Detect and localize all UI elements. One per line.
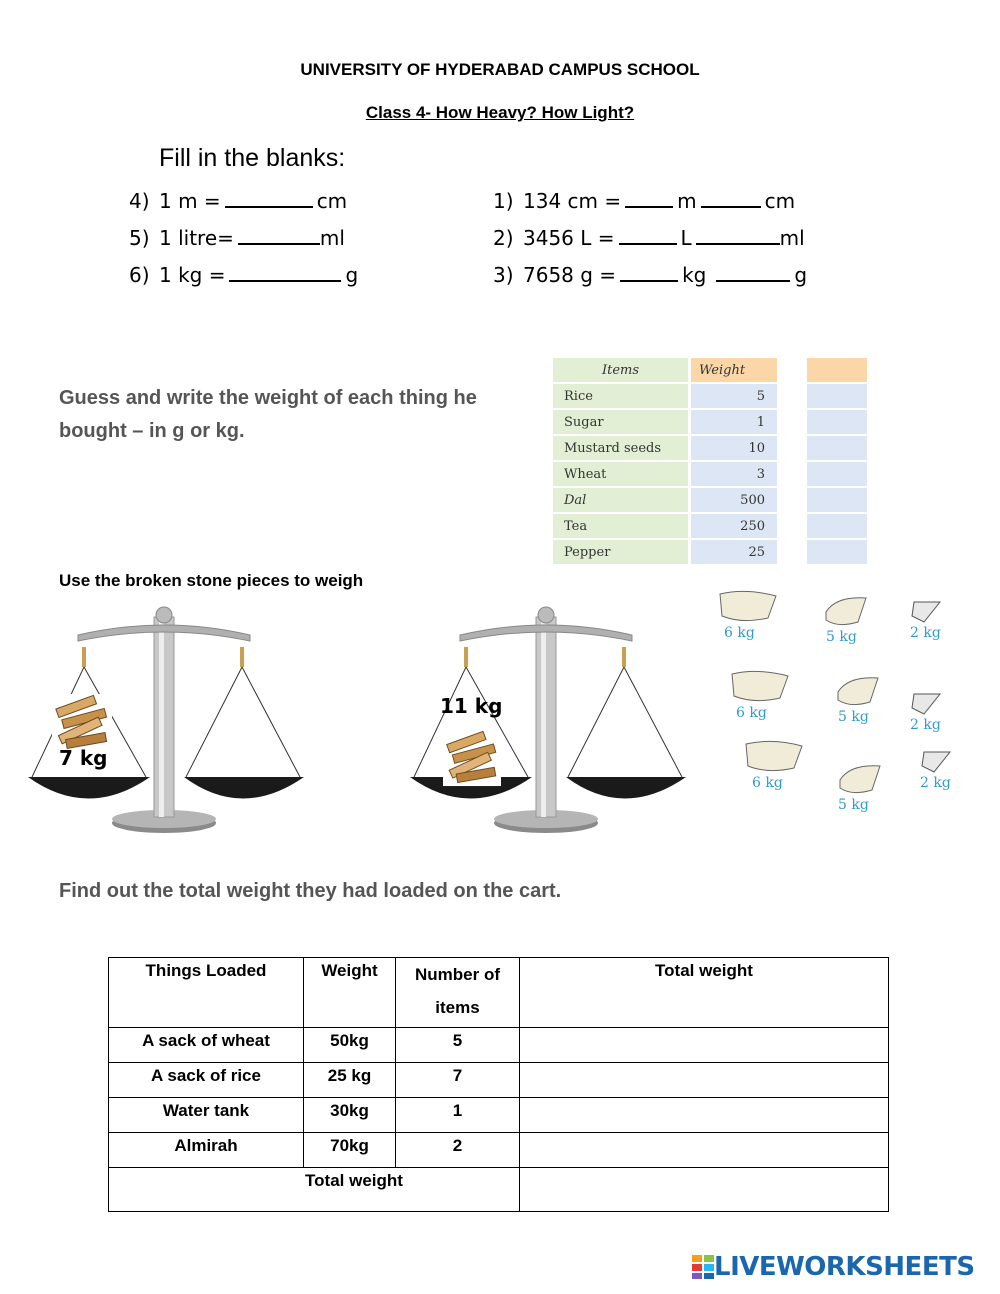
stone-piece-6kg[interactable]: 6 kg [716,588,780,641]
table-row: Almirah 70kg 2 [109,1133,889,1168]
firewood-icon [52,694,112,752]
col-header-number: Number of items [396,958,520,1028]
question-6: 6) 1 kg = g [129,263,359,287]
table-row: Tea 250 [553,514,867,538]
stone-icon [918,748,954,774]
stone-icon [742,738,806,774]
shop-weight-table [553,356,867,566]
total-answer-cell[interactable] [520,1133,889,1168]
firewood-icon [443,728,501,788]
fill-blanks-heading: Fill in the blanks: [159,144,346,172]
cart-instruction: Find out the total weight they had loaded on the cart. [59,880,562,902]
cart-table [108,957,889,1212]
total-answer-cell[interactable] [520,1028,889,1063]
total-answer-cell[interactable] [520,1063,889,1098]
table-row: Water tank 30kg 1 [109,1098,889,1133]
unit-header [807,358,867,382]
stone-piece-5kg[interactable]: 5 kg [822,594,870,645]
answer-blank[interactable] [619,227,677,245]
unit-answer-box[interactable] [807,384,867,408]
stone-piece-5kg[interactable]: 5 kg [836,762,884,813]
col-header-weight: Weight [304,958,396,1028]
question-5: 5) 1 litre= ml [129,226,345,250]
table-row: A sack of rice 25 kg 7 [109,1063,889,1098]
question-1: 1) 134 cm = m cm [493,189,796,213]
liveworksheets-logo[interactable] [692,1252,975,1282]
answer-blank[interactable] [620,264,678,282]
table-row: Rice 5 [553,384,867,408]
question-2: 2) 3456 L = L ml [493,226,805,250]
stone-piece-2kg[interactable]: 2 kg [908,598,944,641]
answer-blank[interactable] [229,264,341,282]
answer-blank[interactable] [716,264,790,282]
total-row [109,1168,889,1212]
table-row: Sugar 1 [553,410,867,434]
table-row: Mustard seeds 10 [553,436,867,460]
balance-scale-icon [410,605,690,835]
table-row: Pepper 25 [553,540,867,564]
class-title: Class 4- How Heavy? How Light? [365,103,635,122]
stone-piece-2kg[interactable]: 2 kg [908,690,944,733]
liveworksheets-logo-icon [692,1255,714,1279]
total-weight-label: Total weight [109,1168,520,1212]
cart-header-row [109,958,889,1028]
table-row: Dal 500 [553,488,867,512]
stone-icon [822,594,870,628]
unit-answer-box[interactable] [807,488,867,512]
stone-piece-6kg[interactable]: 6 kg [728,668,792,721]
stone-piece-6kg[interactable]: 6 kg [742,738,806,791]
school-title: UNIVERSITY OF HYDERABAD CAMPUS SCHOOL [300,60,700,79]
stone-piece-5kg[interactable]: 5 kg [834,674,882,725]
question-3: 3) 7658 g = kg g [493,263,808,287]
grand-total-answer-cell[interactable] [520,1168,889,1212]
answer-blank[interactable] [238,227,320,245]
answer-blank[interactable] [696,227,780,245]
answer-blank[interactable] [625,190,673,208]
table-row: A sack of wheat 50kg 5 [109,1028,889,1063]
unit-answer-box[interactable] [807,436,867,460]
col-header-things: Things Loaded [109,958,304,1028]
unit-answer-box[interactable] [807,462,867,486]
stone-icon [716,588,780,624]
col-header-total: Total weight [520,958,889,1028]
liveworksheets-logo-text: LIVEWORKSHEETS [714,1252,975,1282]
items-header: Items [553,358,688,382]
unit-answer-box[interactable] [807,410,867,434]
stone-icon [908,690,944,716]
stone-piece-2kg[interactable]: 2 kg [918,748,954,791]
answer-blank[interactable] [701,190,761,208]
scale-1-weight-label: 7 kg [59,746,108,770]
guess-instruction: Guess and write the weight of each thing he bought – in g or kg. [59,387,477,442]
answer-blank[interactable] [225,190,313,208]
stone-icon [834,674,882,708]
weight-header: Weight [688,358,777,382]
total-answer-cell[interactable] [520,1098,889,1133]
table-row: Wheat 3 [553,462,867,486]
stone-instruction: Use the broken stone pieces to weigh [59,571,364,590]
stone-icon [728,668,792,704]
shop-header-row [553,358,867,382]
question-4: 4) 1 m = cm [129,189,348,213]
scale-2-weight-label: 11 kg [440,694,503,718]
stone-icon [908,598,944,624]
unit-answer-box[interactable] [807,540,867,564]
unit-answer-box[interactable] [807,514,867,538]
stone-icon [836,762,884,796]
